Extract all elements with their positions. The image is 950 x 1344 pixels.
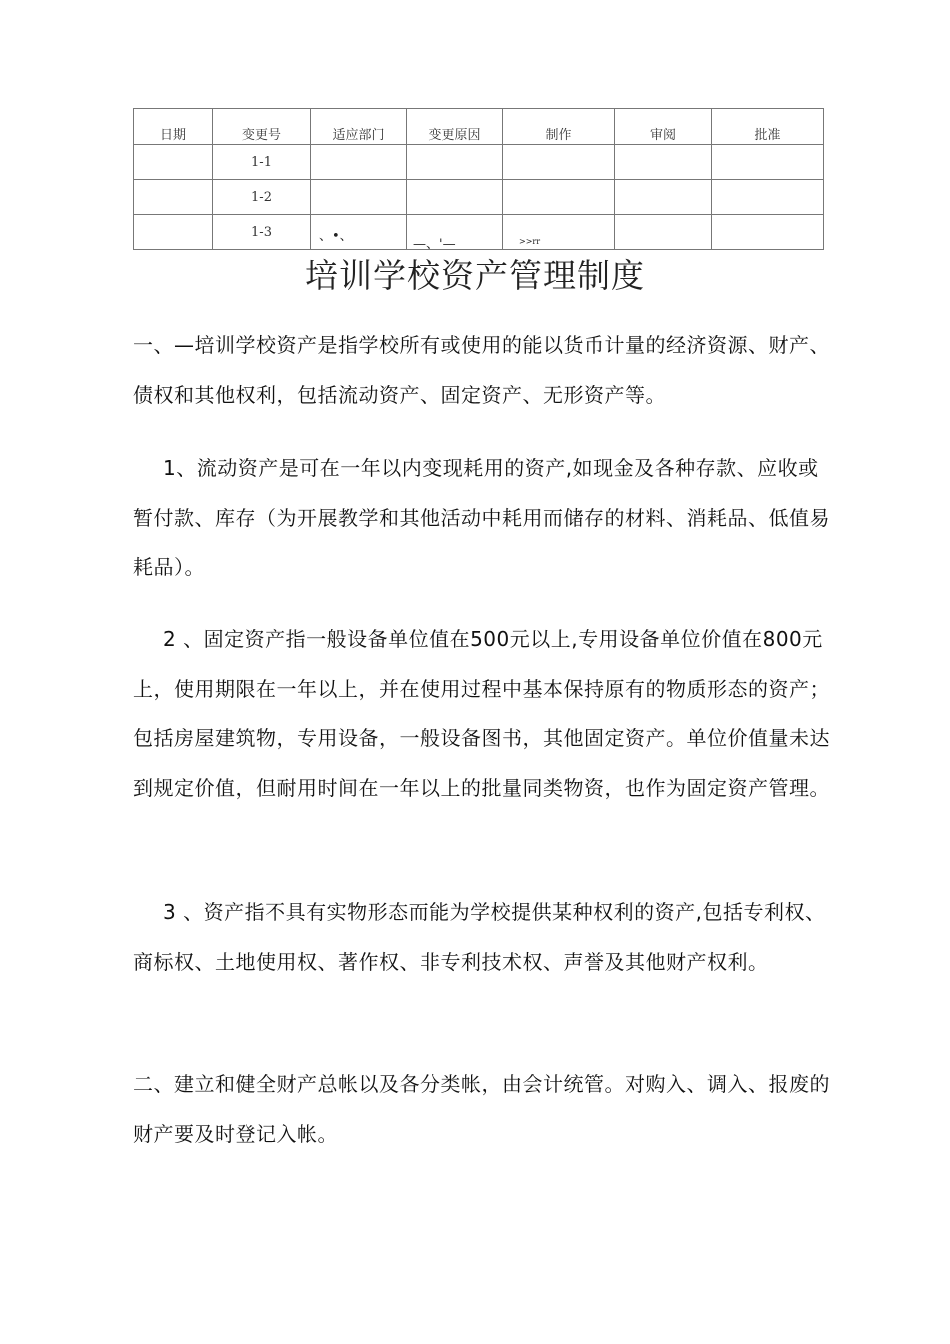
cell-made-by: [503, 180, 615, 215]
cell-made-by: [503, 215, 615, 250]
paragraph-definition: 一、—培训学校资产是指学校所有或使用的能以货币计量的经济资源、财产、债权和其他权利，包括流动资产、固定资产、无形资产等。: [133, 333, 830, 407]
change-record-table: [133, 108, 824, 250]
table-row: [134, 215, 824, 250]
paragraph-fixed-assets: 2 、固定资产指一般设备单位值在500元以上,专用设备单位价值在800元上，使用期限在一年以上，并在使用过程中基本保持原有的物质形态的资产；包括房屋建筑物，专用设备，一般设备图书，其他固定资产。单位价值量未达到规定价值，但耐用时间在一年以上的批量同类物资，也作为固定资产管理。: [133, 627, 830, 800]
header-reason: 变更原因: [407, 109, 503, 145]
cell-approved-by: [712, 145, 824, 180]
handwritten-mark: 、•、: [319, 229, 353, 244]
table-row: [134, 180, 824, 215]
cell-approved-by: [712, 180, 824, 215]
cell-date: [134, 145, 213, 180]
header-reviewed-by: 审阅: [615, 109, 712, 145]
cell-reason: [407, 145, 503, 180]
cell-reviewed-by: [615, 180, 712, 215]
cell-approved-by: [712, 215, 824, 250]
cell-reviewed-by: [615, 215, 712, 250]
header-made-by: 制作: [503, 109, 615, 145]
cell-reason: [407, 180, 503, 215]
table-row: [134, 145, 824, 180]
cell-reason: [407, 215, 503, 250]
cell-change-no: 1-3: [213, 215, 311, 250]
table-header-row: [134, 109, 824, 145]
cell-made-by: [503, 145, 615, 180]
cell-department: [311, 145, 407, 180]
paragraph-intangible-assets: 3 、资产指不具有实物形态而能为学校提供某种权利的资产,包括专利权、商标权、土地使用权、著作权、非专利技术权、声誉及其他财产权利。: [133, 900, 826, 974]
handwritten-mark: >>rr: [519, 237, 541, 246]
cell-department: [311, 180, 407, 215]
cell-reviewed-by: [615, 145, 712, 180]
cell-department: [311, 215, 407, 250]
cell-date: [134, 215, 213, 250]
cell-date: [134, 180, 213, 215]
header-approved-by: 批准: [712, 109, 824, 145]
cell-change-no: 1-2: [213, 180, 311, 215]
document-title: 培训学校资产管理制度: [305, 256, 645, 295]
header-department: 适应部门: [311, 109, 407, 145]
header-change-no: 变更号: [213, 109, 311, 145]
handwritten-mark: —、'—: [413, 237, 456, 252]
paragraph-ledger: 二、建立和健全财产总帐以及各分类帐，由会计统管。对购入、调入、报废的财产要及时登记入帐。: [133, 1072, 830, 1146]
header-date: 日期: [134, 109, 213, 145]
paragraph-current-assets: 1、流动资产是可在一年以内变现耗用的资产,如现金及各种存款、应收或暂付款、库存（为开展教学和其他活动中耗用而储存的材料、消耗品、低值易耗品）。: [133, 456, 830, 579]
cell-change-no: 1-1: [213, 145, 311, 180]
